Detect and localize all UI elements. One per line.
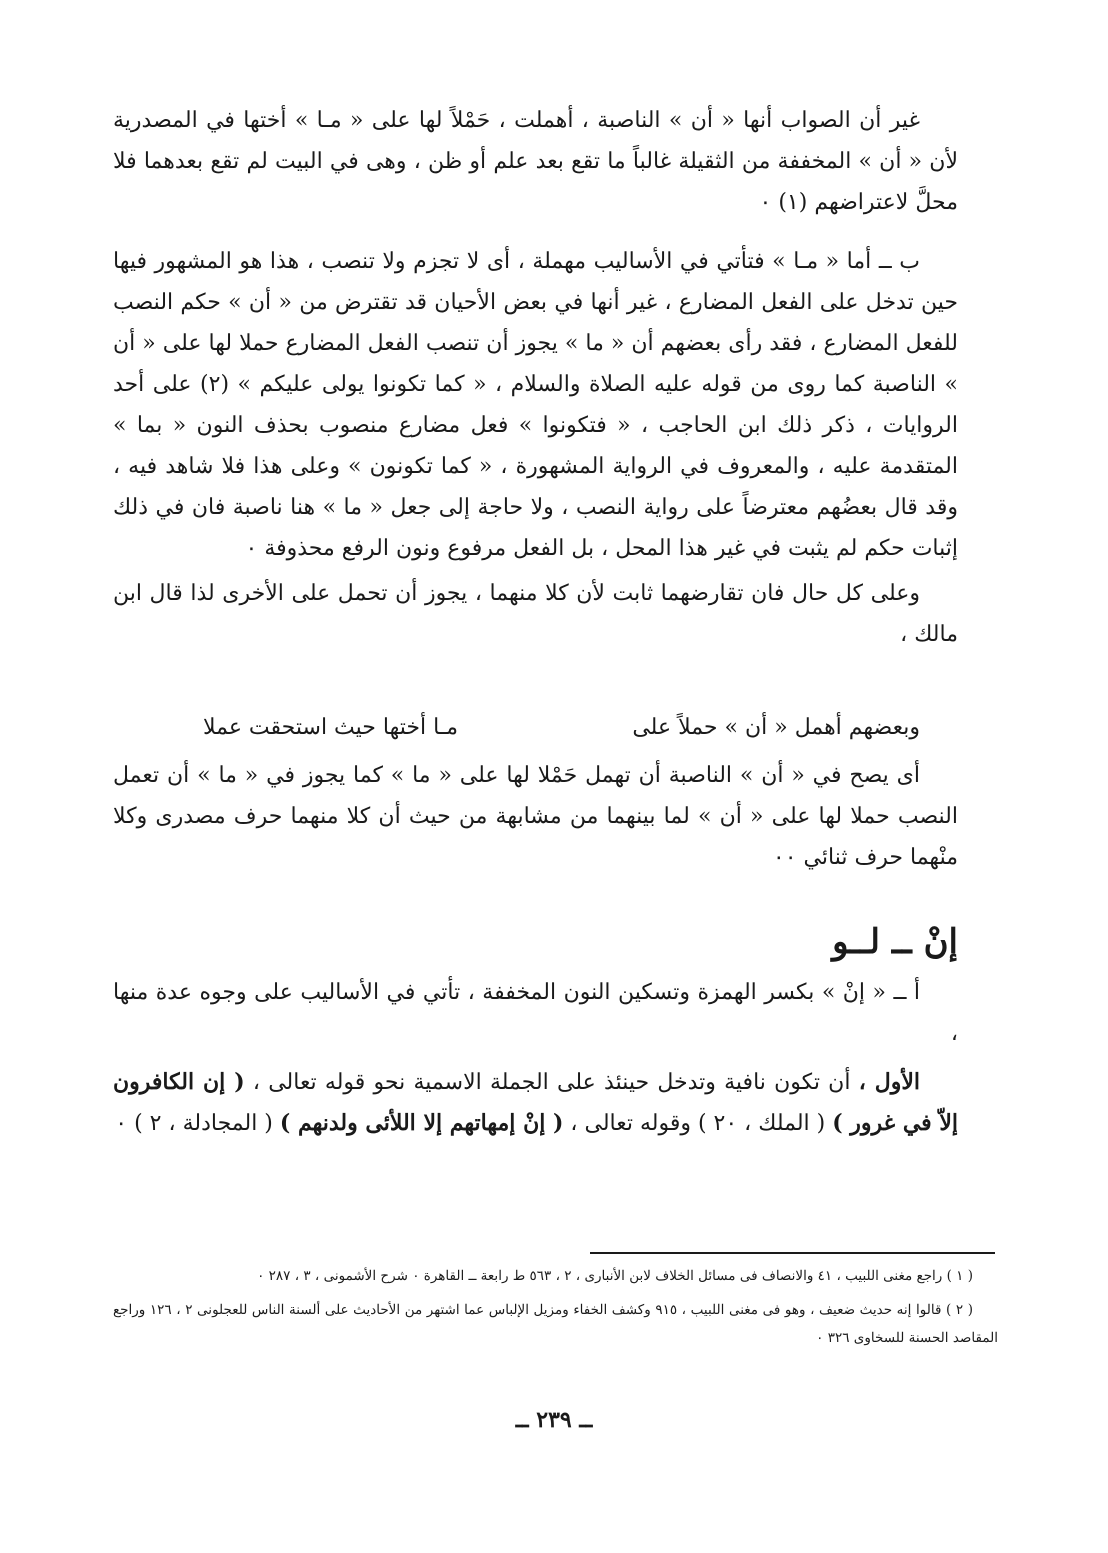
footnote-2: ( ٢ ) قالوا إنه حديث ضعيف ، وهو فى مغنى اللبيب ، ٩١٥ وكشف الخفاء ومزيل الإلباس عما اشتهر من الأحاديث على ألسنة الناس للعجلونى ٢ ، ١٢٦ وراجع المقاصد الحسنة للسخاوى ٣٢٦ ٠ bbox=[113, 1302, 998, 1346]
quran-ref-2: ( المجادلة ، ٢ ) ٠ bbox=[115, 1111, 280, 1136]
page-number: ــ ٢٣٩ ــ bbox=[515, 1407, 593, 1433]
paragraph-2: ب ــ أما « مـا » فتأتي في الأساليب مهملة ، أى لا تجزم ولا تنصب ، هذا هو المشهور فيها حين تدخل على الفعل المضارع ، غير أنها في بعض الأحيان قد تقترض من « أن » حكم النصب للفعل المضارع ، فقد رأى بعضهم أن « ما » يجوز أن تنصب الفعل المضارع حملا لها على « أن » الناصبة كما روى من قوله عليه الصلاة والسلام ، « كما تكونوا يولى عليكم » (٢) على أحد الروايات ، ذكر ذلك ابن الحاجب ، « فتكونوا » فعل مضارع منصوب بحذف النون « بما » المتقدمة عليه ، والمعروف في الرواية المشهورة ، « كما تكونون » وعلى هذا فلا شاهد فيه ، وقد قال بعضُهم معترضاً على رواية النصب ، ولا حاجة إلى جعل « ما » هنا ناصبة فان في ذلك إثبات حكم لم يثبت في غير هذا المحل ، بل الفعل مرفوع ونون الرفع محذوفة ٠ bbox=[113, 249, 958, 561]
poetry-verse bbox=[113, 706, 958, 750]
quran-ref-1: ( الملك ، ٢٠ ) وقوله تعالى ، bbox=[563, 1111, 833, 1136]
footnote-1: ( ١ ) راجع مغنى اللبيب ، ٤١ والانصاف فى مسائل الخلاف لابن الأنبارى ، ٢ ، ٥٦٣ ط رابعة ــ القاهرة ٠ شرح الأشمونى ، ٣ ، ٢٨٧ ٠ bbox=[257, 1268, 973, 1284]
first-text-a: أن تكون نافية وتدخل حينئذ على الجملة الاسمية نحو قوله تعالى ، bbox=[244, 1070, 851, 1095]
section-first-paragraph bbox=[113, 1062, 958, 1144]
quran-quote-2: ( إنْ إمهاتهم إلا اللأئى ولدنهم ) bbox=[279, 1110, 564, 1136]
footnote-separator bbox=[590, 1252, 995, 1254]
paragraph-3: وعلى كل حال فان تقارضهما ثابت لأن كلا منهما ، يجوز أن تحمل على الأخرى لذا قال ابن مالك ، bbox=[113, 581, 958, 647]
footnotes bbox=[113, 1262, 998, 1358]
verse-first-hemistich: وبعضهم أهمل « أن » حملاً على bbox=[632, 715, 920, 740]
section-text-block bbox=[113, 972, 958, 1144]
first-label: الأول ، bbox=[858, 1069, 920, 1095]
verse-second-hemistich: مـا أختها حيث استحقت عملا bbox=[202, 715, 458, 740]
top-text-block bbox=[113, 100, 958, 655]
after-verse-block bbox=[113, 755, 958, 878]
section-title: إنْ ــ لــو bbox=[832, 922, 958, 962]
quran-quote-1: ( إن الكافرون إلاّ في غرور ) bbox=[113, 1069, 958, 1136]
paragraph-after-verse: أى يصح في « أن » الناصبة أن تهمل حَمْلا لها على « ما » كما يجوز في « ما » أن تعمل النصب حملا لها على « أن » لما بينهما من مشابهة من حيث أن كلا منهما حرف مصدرى وكلا منْهما حرف ثنائي ٠٠ bbox=[113, 763, 958, 870]
paragraph-1: غير أن الصواب أنها « أن » الناصبة ، أهملت ، حَمْلاً لها على « مـا » أختها في المصدرية لأن « أن » المخففة من الثقيلة غالباً ما تقع بعد علم أو ظن ، وهى في البيت لم تقع بعدهما فلا محلَّ لاعتراضهم (١) ٠ bbox=[113, 108, 958, 215]
section-intro-paragraph: أ ــ « إنْ » بكسر الهمزة وتسكين النون المخففة ، تأتي في الأساليب على وجوه عدة منها ، bbox=[113, 980, 958, 1046]
